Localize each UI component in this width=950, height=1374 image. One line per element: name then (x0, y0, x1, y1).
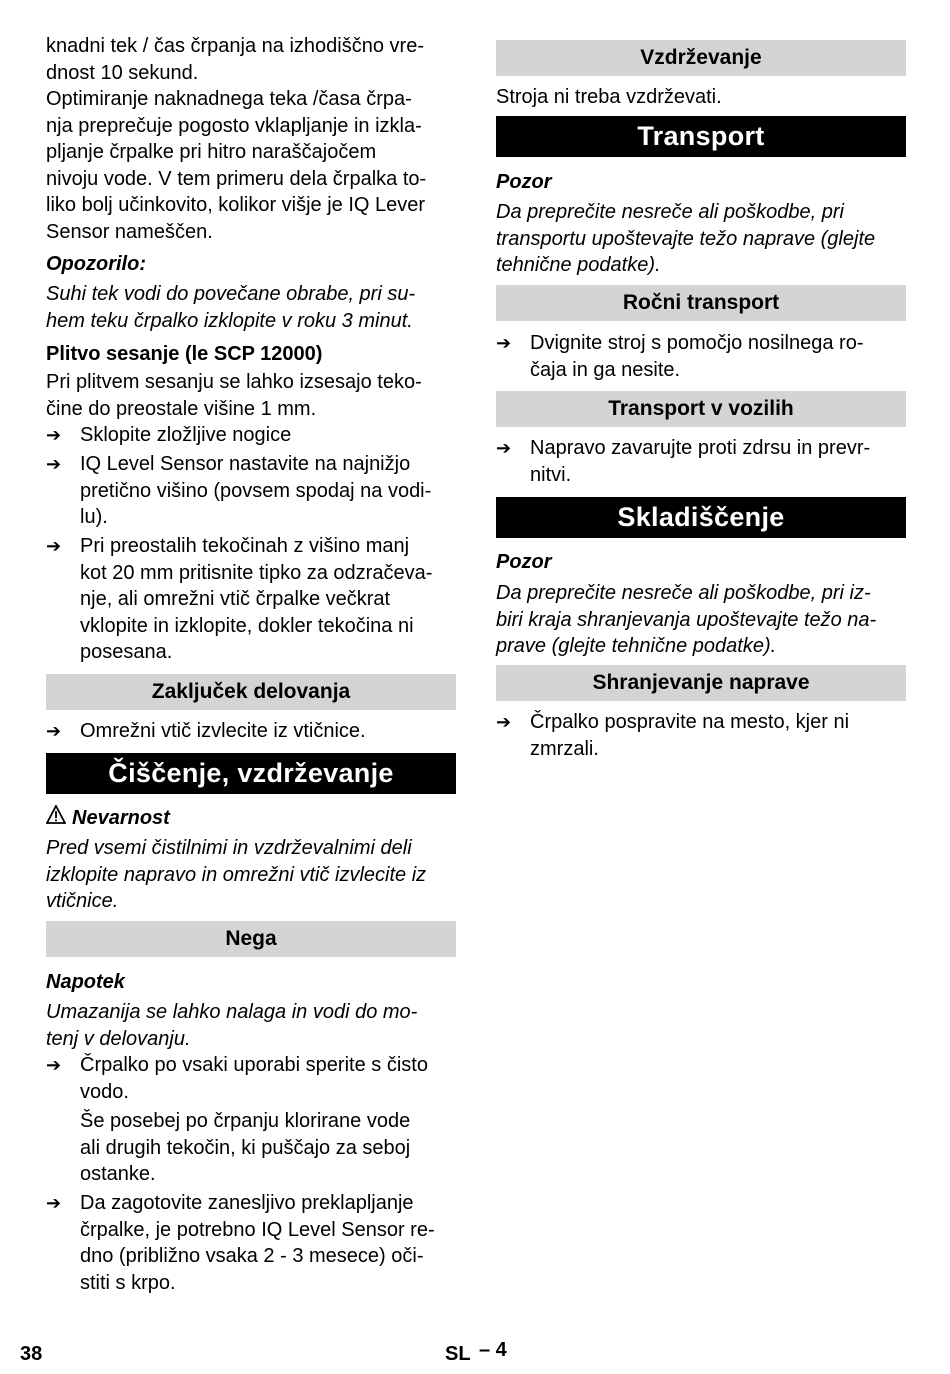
page-number: 38 (20, 1343, 43, 1365)
right-arrow-icon: ➔ (46, 721, 62, 741)
chapter-heading-cleaning: Čiščenje, vzdrževanje (46, 753, 456, 794)
right-arrow-icon: ➔ (496, 333, 512, 353)
list-item: ➔ Sklopite zložljive nogice (46, 422, 456, 449)
list-item: ➔ Napravo zavarujte proti zdrsu in prevr- nitvi. (496, 435, 906, 488)
section-heading-end-of-operation: Zaključek delovanja (46, 674, 456, 710)
attention-label: Pozor (496, 171, 552, 193)
section-heading-vehicle-transport: Transport v vozilih (496, 391, 906, 427)
list-item: ➔ IQ Level Sensor nastavite na najnižjo pretično višino (povsem spodaj na vodi- lu). (46, 451, 456, 531)
list-item: ➔ Omrežni vtič izvlecite iz vtičnice. (46, 718, 456, 745)
list-item: ➔ Dvignite stroj s pomočjo nosilnega ro- čaja in ga nesite. (496, 330, 906, 383)
section-heading-store-device: Shranjevanje naprave (496, 665, 906, 701)
right-arrow-icon: ➔ (46, 454, 62, 474)
danger-label: Nevarnost (72, 807, 170, 829)
right-arrow-icon: ➔ (496, 438, 512, 458)
care-paragraph: Še posebej po črpanju klorirane vode ali drugih tekočin, ki puščajo za seboj ostanke. (80, 1110, 411, 1185)
caution-text: Suhi tek vodi do povečane obrabe, pri su- hem teku črpalko izklopite v roku 3 minut. (46, 283, 416, 332)
intro-paragraph-1: knadni tek / čas črpanja na izhodiščno vre- dnost 10 sekund. (46, 35, 424, 84)
right-arrow-icon: ➔ (46, 536, 62, 556)
right-arrow-icon: ➔ (46, 425, 62, 445)
section-heading-maintenance: Vzdrževanje (496, 40, 906, 76)
list-item: ➔ Črpalko po vsaki uporabi sperite s čisto vodo. (46, 1052, 456, 1105)
chapter-heading-transport: Transport (496, 116, 906, 157)
chapter-heading-storage: Skladiščenje (496, 497, 906, 538)
intro-paragraph-2: Optimiranje naknadnega teka /časa črpa- nja preprečuje pogosto vklapljanje in izkla- pljanje črpalke pri hitro naraščajočem nivoju vode. V tem primeru dela črpalka to- liko bolj učinkovito, kolikor višje je IQ Lever Sensor nameščen. (46, 88, 427, 243)
note-text: Umazanija se lahko nalaga in vodi do mo- tenj v delovanju. (46, 1001, 418, 1050)
warning-triangle-icon (46, 805, 72, 829)
danger-text: Pred vsemi čistilnimi in vzdrževalnimi deli izklopite napravo in omrežni vtič izvlecite iz vtičnice. (46, 837, 427, 912)
list-item: ➔ Da zagotovite zanesljivo preklapljanje črpalke, je potrebno IQ Level Sensor re- dno (približno vsaka 2 - 3 mesece) oči- stiti s krpo. (46, 1190, 456, 1296)
attention-text: Da preprečite nesreče ali poškodbe, pri iz- biri kraja shranjevanja upoštevajte težo na- prave (glejte tehnične podatke). (496, 582, 877, 657)
attention-text: Da preprečite nesreče ali poškodbe, pri transportu upoštevajte težo naprave (glejte tehnične podatke). (496, 201, 876, 276)
section-page-number: – 4 (479, 1339, 507, 1361)
attention-label: Pozor (496, 551, 552, 573)
caution-label: Opozorilo: (46, 253, 146, 275)
note-label: Napotek (46, 971, 125, 993)
section-heading-manual-transport: Ročni transport (496, 285, 906, 321)
maintenance-text: Stroja ni treba vzdrževati. (496, 86, 722, 108)
danger-label-row (46, 805, 456, 832)
language-code: SL (445, 1343, 471, 1365)
shallow-suction-heading: Plitvo sesanje (le SCP 12000) (46, 343, 323, 365)
section-heading-care: Nega (46, 921, 456, 957)
right-arrow-icon: ➔ (46, 1193, 62, 1213)
list-item: ➔ Črpalko pospravite na mesto, kjer ni zmrzali. (496, 709, 906, 762)
list-item: ➔ Pri preostalih tekočinah z višino manj kot 20 mm pritisnite tipko za odzračeva- nje, ali omrežni vtič črpalke večkrat vklopite in izklopite, dokler tekočina ni posesana. (46, 533, 456, 666)
shallow-suction-text: Pri plitvem sesanju se lahko izsesajo teko- čine do preostale višine 1 mm. (46, 371, 422, 420)
right-arrow-icon: ➔ (496, 712, 512, 732)
right-arrow-icon: ➔ (46, 1055, 62, 1075)
